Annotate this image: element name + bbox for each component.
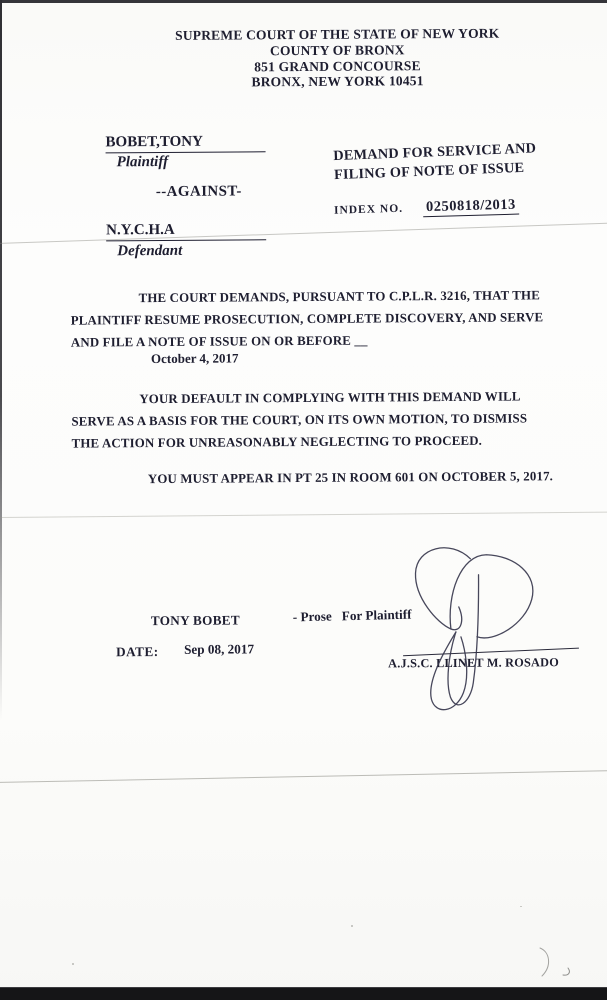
plaintiff-role-label: Plaintiff	[116, 153, 169, 171]
default-warning-paragraph: YOUR DEFAULT IN COMPLYING WITH THIS DEMAND WILL SERVE AS A BASIS FOR THE COURT, ON ITS OWN MOTION, TO DISMISS THE ACTION FOR UNREASONABLY NEGLECTING TO PROCEED.	[71, 389, 528, 451]
deadline-date: October 4, 2017	[150, 350, 239, 367]
index-number-value: 0250818/2013	[423, 197, 519, 218]
judge-handwritten-signature	[398, 544, 544, 717]
index-number-row	[334, 196, 519, 219]
against-separator: --AGAINST-	[155, 183, 242, 201]
court-header	[100, 25, 575, 92]
index-number-label: INDEX NO.	[333, 202, 404, 217]
defendant-role-label: Defendant	[117, 242, 183, 260]
court-county: COUNTY OF BRONX	[269, 42, 405, 59]
defendant-name: N.Y.C.H.A	[106, 221, 266, 241]
court-name: SUPREME COURT OF THE STATE OF NEW YORK	[175, 25, 500, 43]
scan-edge-bottom	[0, 987, 607, 1000]
scan-corner-marks	[528, 928, 588, 988]
date-value: Sep 08, 2017	[183, 641, 255, 657]
pro-se-label: - Prose	[292, 608, 332, 625]
demand-paragraph: THE COURT DEMANDS, PURSUANT TO C.P.L.R. 3216, THAT THE PLAINTIFF RESUME PROSECUTION, COMPLETE DISCOVERY, AND SERVE AND FILE A NOTE OF ISSUE ON OR BEFORE __	[70, 288, 544, 350]
court-city: BRONX, NEW YORK 10451	[251, 73, 424, 90]
document-title	[333, 139, 549, 184]
judge-name: A.J.S.C. LLINET M. ROSADO	[388, 655, 560, 671]
for-plaintiff-label: For Plaintiff	[341, 606, 412, 624]
party-signature-name: TONY BOBET	[150, 612, 241, 629]
appearance-notice: YOU MUST APPEAR IN PT 25 IN ROOM 601 ON OCTOBER 5, 2017.	[147, 469, 554, 487]
document-title-line1: DEMAND FOR SERVICE AND	[333, 140, 537, 165]
plaintiff-name: BOBET,TONY	[105, 133, 265, 153]
document-title-line2: FILING OF NOTE OF ISSUE	[333, 159, 525, 183]
court-address: 851 GRAND CONCOURSE	[254, 57, 421, 74]
date-label: DATE:	[116, 644, 159, 660]
